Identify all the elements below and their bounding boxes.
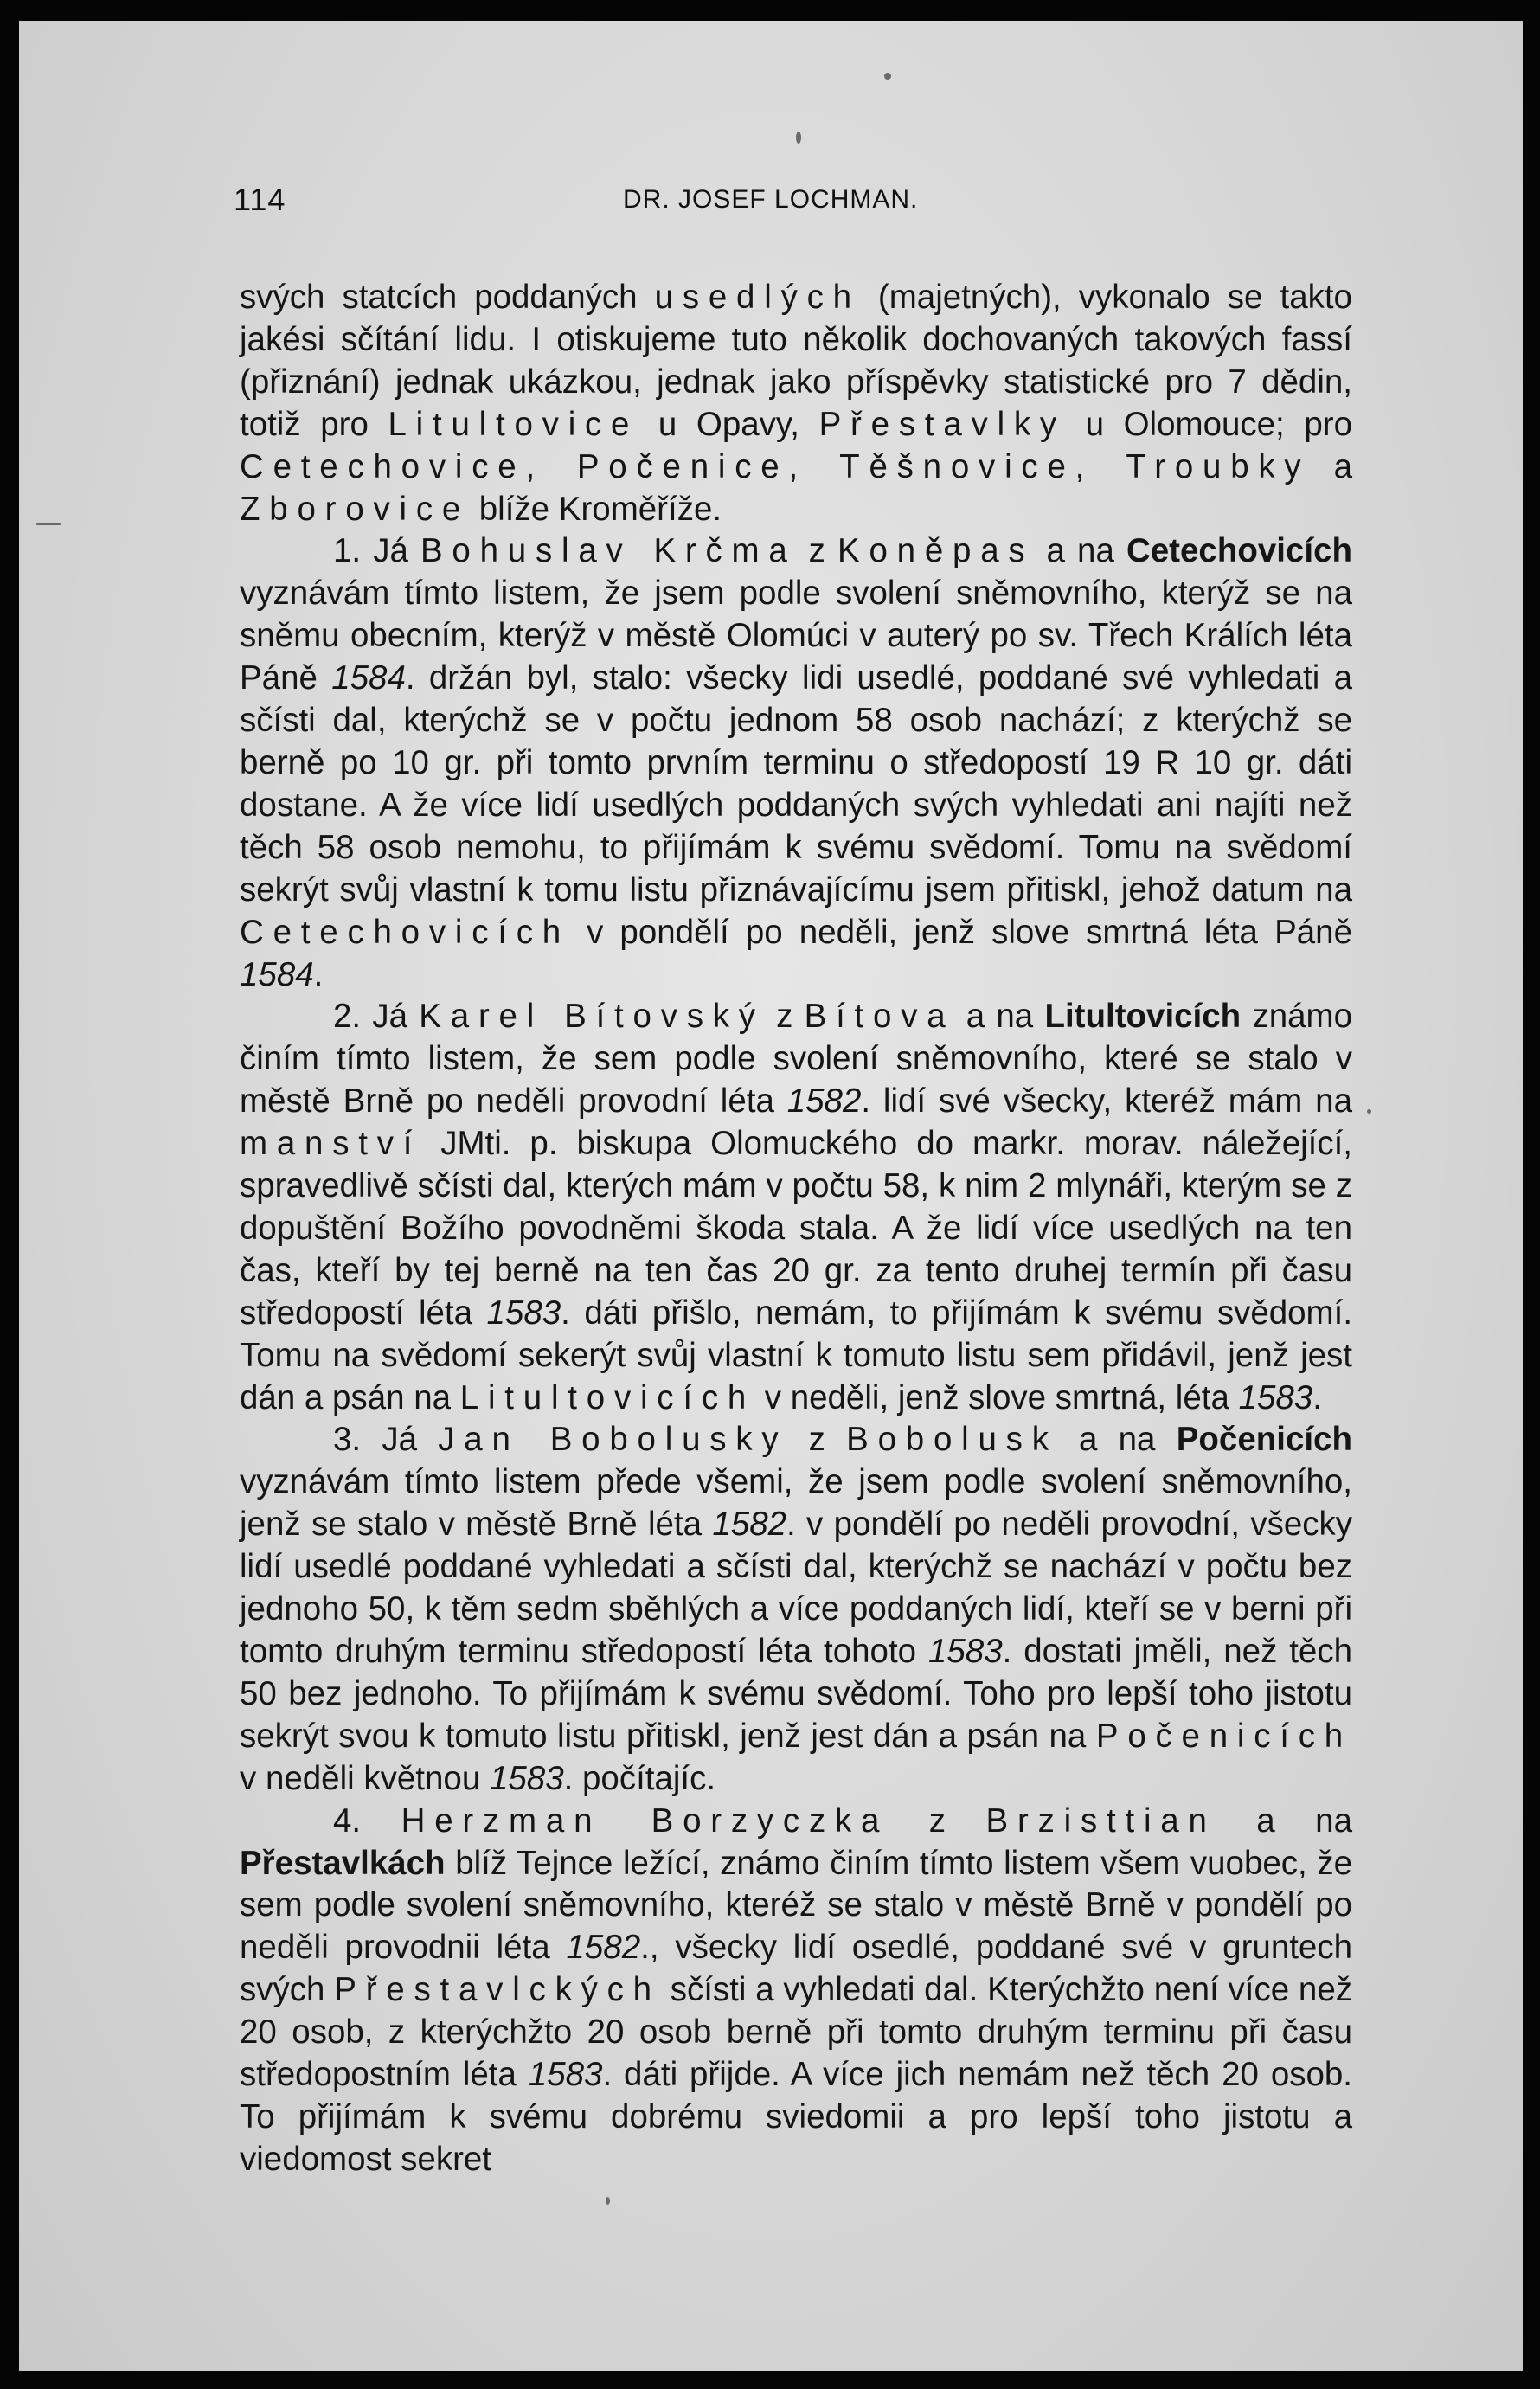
- page-number: 114: [234, 182, 286, 217]
- entry-3-paragraph: 3. Já Jan Bobolusky z Bobolusk a na Počenicích vyznávám tímto listem přede všemi, že jsem podle svolení sněmovního, jenž se stalo v městě Brně léta 1582. v pondělí po neděli provodní, všecky lidí usedlé poddané vyhledati a sčísti dal, kterýchž se nachází v počtu bez jednoho 50, k těm sedm sběhlých a více poddaných lidí, kteří se v berni při tomto druhým terminu středopostí léta tohoto 1583. dostati jměli, než těch 50 bez jednoho. To přijímám k svému svědomí. Toho pro lepší toho jistotu sekrýt svou k tomuto listu přitiskl, jenž jest dán a psán na Počenicích v neděli květnou 1583. počítajíc.: [240, 1421, 1352, 1797]
- book-page: [19, 21, 1523, 2371]
- entry-2-paragraph: 2. Já Karel Bítovský z Bítova a na Litultovicích známo činím tímto listem, že sem podle svolení sněmovního, které se stalo v městě Brně po neděli provodní léta 1582. lidí své všecky, kteréž mám na manství JMti. p. biskupa Olomuckého do markr. morav. náležející, spravedlivě sčísti dal, kterých mám v počtu 58, k nim 2 mlynáři, kterým se z dopuštění Božího povodněmi škoda stala. A že lidí více usedlých na ten čas, kteří by tej berně na ten čas 20 gr. za tento druhej termín při času středopostí léta 1583. dáti přišlo, nemám, to přijímám k svému svědomí. Tomu na svědomí sekerýt svůj vlastní k tomuto listu sem přidávil, jenž jest dán a psán na Litultovicích v neděli, jenž slove smrtná, léta 1583.: [240, 998, 1353, 1416]
- print-speck: [36, 523, 61, 525]
- print-speck: [606, 2197, 610, 2205]
- print-speck: [884, 73, 891, 80]
- intro-paragraph: svých statcích poddaných usedlých (majetných), vykonalo se takto jakési sčítání lidu. I otiskujeme tuto několik dochovaných takových fassí (přiznání) jednak ukázkou, jednak jako příspěvky statistické pro 7 dědin, totiž pro Litultovice u Opavy, Přestavlky u Olomouce; pro Cetechovice, Počenice, Těšnovice, Troubky a Zborovice blíže Kroměříže.: [240, 279, 1353, 528]
- print-speck: [796, 132, 801, 144]
- entry-1-paragraph: 1. Já Bohuslav Krčma z Koněpas a na Cetechovicích vyznávám tímto listem, že jsem podle svolení sněmovního, kterýž se na sněmu obecním, kterýž v městě Olomúci v auterý po sv. Třech Králích léta Páně 1584. držán byl, stalo: všecky lidi usedlé, poddané své vyhledati a sčísti dal, kterýchž se v počtu jednom 58 osob nachází; z kterýchž se berně po 10 gr. při tomto prvním terminu o středopostí 19 R 10 gr. dáti dostane. A že více lidí usedlých poddaných svých vyhledati ani najíti než těch 58 osob nemohu, to přijímám k svému svědomí. Tomu na svědomí sekrýt svůj vlastní k tomu listu přiznávajícímu jsem přitiskl, jehož datum na Cetechovicích v pondělí po neděli, jenž slove smrtná léta Páně 1584.: [240, 532, 1352, 993]
- running-head: DR. JOSEF LOCHMAN.: [623, 185, 919, 214]
- body-text: [240, 277, 1352, 2181]
- page-header: [234, 182, 1358, 234]
- print-speck: [1367, 1109, 1371, 1114]
- entry-4-paragraph: 4. Herzman Borzyczka z Brzisttian a na Přestavlkách blíž Tejnce ležící, známo činím tímto listem všem vuobec, že sem podle svolení sněmovního, kteréž se stalo v městě Brně v pondělí po neděli provodnii léta 1582., všecky lidí osedlé, poddané své v gruntech svých Přestavlckých sčísti a vyhledati dal. Kterýchžto není více než 20 osob, z kterýchžto 20 osob berně při tomto druhým terminu při času středopostním léta 1583. dáti přijde. A více jich nemám než těch 20 osob. To přijímám k svému dobrému sviedomii a pro lepší toho jistotu a viedomost sekret: [240, 1801, 1353, 2178]
